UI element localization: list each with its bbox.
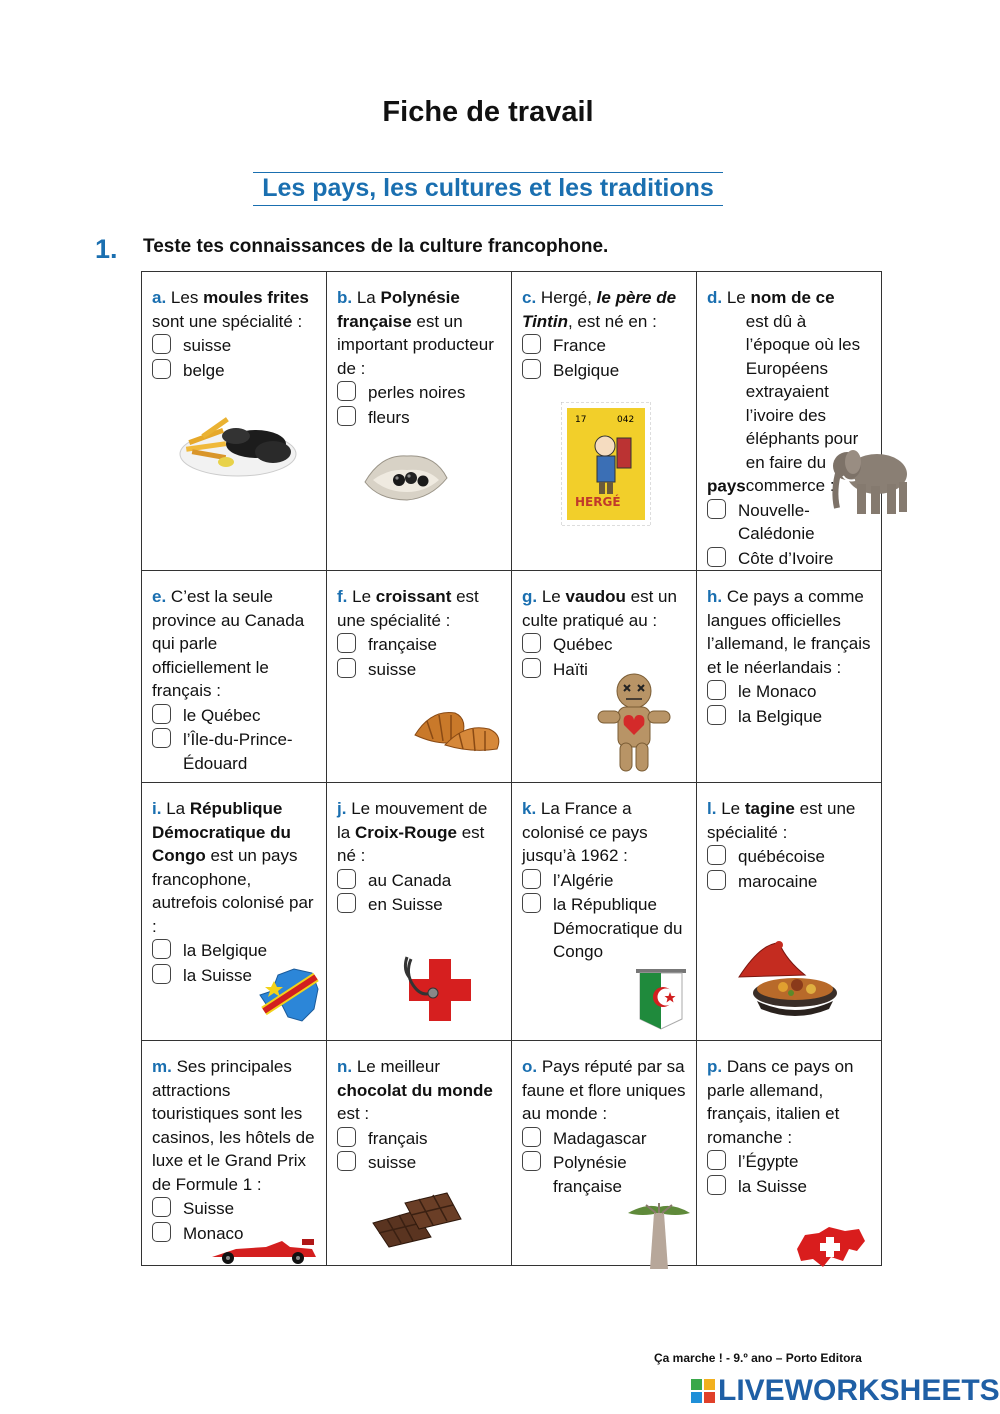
question-letter: l. (707, 799, 717, 818)
answer-option[interactable] (337, 1127, 503, 1151)
answer-checkbox[interactable] (152, 359, 171, 379)
option-label: perles noires (368, 383, 466, 402)
question-keyword: le père de Tintin (522, 288, 677, 331)
option-label: française (368, 635, 437, 654)
question-letter: e. (152, 587, 167, 606)
answer-option[interactable] (337, 869, 503, 893)
question-cell-b (327, 272, 512, 571)
page-title: Fiche de travail (382, 96, 594, 128)
question-keyword: Croix-Rouge (354, 822, 457, 842)
stamp-value-left: 17 (575, 415, 587, 425)
answer-option[interactable] (522, 1151, 688, 1198)
answer-checkbox[interactable] (707, 870, 726, 890)
answer-option[interactable] (707, 870, 873, 894)
option-label: la Suisse (738, 1176, 807, 1196)
tintin-stamp-image (561, 402, 651, 526)
elephant-image (825, 440, 917, 518)
question-text: Le (726, 288, 751, 307)
question-keyword: République Démocratique du Congo (152, 799, 291, 865)
question-letter: g. (522, 587, 538, 606)
option-label: la République Démocratique du Congo (553, 895, 683, 961)
liveworksheets-brand: LIVEWORKSHEETS (718, 1374, 1000, 1407)
question-text: La (166, 799, 190, 818)
question-letter: j. (337, 799, 347, 818)
stamp-value-right: 042 (617, 415, 635, 425)
answer-checkbox[interactable] (152, 704, 171, 724)
answer-option[interactable] (522, 633, 688, 657)
question-keyword: tagine (744, 799, 795, 818)
answer-option[interactable] (337, 633, 503, 657)
question-keyword: croissant (375, 587, 452, 606)
baobab-tree-image (626, 1199, 692, 1269)
question-keyword: nom de ce pays (707, 288, 835, 495)
question-text: Dans ce pays on parle allemand, français, italien et romanche : (707, 1057, 854, 1147)
exercise-instruction: Teste tes connaissances de la culture francophone. (143, 236, 609, 257)
footer-credit: Ça marche ! - 9.º ano – Porto Editora (654, 1351, 862, 1365)
answer-option[interactable] (522, 893, 688, 964)
option-label: France (553, 336, 606, 355)
option-label: Québec (553, 635, 613, 654)
answer-option[interactable] (707, 680, 873, 704)
option-label: Polynésie française (553, 1153, 627, 1196)
question-text: Hergé, (540, 288, 597, 307)
option-label: suisse (368, 659, 417, 679)
option-label: la Suisse (183, 965, 252, 985)
answer-checkbox[interactable] (707, 499, 726, 519)
drc-map-flag-image (254, 965, 322, 1025)
answer-checkbox[interactable] (707, 1175, 726, 1195)
answer-option[interactable] (337, 893, 503, 917)
answer-checkbox[interactable] (337, 381, 356, 401)
question-keyword: vaudou (565, 587, 626, 606)
question-text: C’est la seule province au Canada qui parle officiellement le français : (152, 587, 305, 700)
answer-checkbox[interactable] (522, 334, 541, 354)
question-text: Le (721, 799, 745, 818)
question-cell-o (512, 1041, 697, 1266)
tagine-image (733, 941, 843, 1021)
option-label: fleurs (368, 407, 410, 427)
option-label: au Canada (368, 870, 452, 890)
oyster-pearls-image (361, 448, 451, 508)
option-label: Nouvelle-Calédonie (738, 500, 815, 543)
answer-option[interactable] (152, 1197, 318, 1221)
liveworksheets-icon (690, 1377, 716, 1405)
answer-checkbox[interactable] (522, 869, 541, 889)
answer-checkbox[interactable] (152, 964, 171, 984)
question-cell-n (327, 1041, 512, 1266)
red-cross-image (403, 953, 475, 1023)
option-label: l’Égypte (738, 1152, 799, 1171)
option-label: marocaine (738, 871, 818, 891)
question-letter: o. (522, 1057, 538, 1076)
question-letter: d. (707, 288, 723, 307)
question-text: est une spécialité : (707, 799, 856, 842)
question-cell-j (327, 783, 512, 1041)
question-text: , est né en : (567, 311, 657, 331)
answer-checkbox[interactable] (337, 406, 356, 426)
answer-checkbox[interactable] (337, 869, 356, 889)
question-cell-g (512, 571, 697, 783)
question-cell-m (142, 1041, 327, 1266)
answer-checkbox[interactable] (337, 1127, 356, 1147)
answer-checkbox[interactable] (152, 939, 171, 959)
answer-option[interactable] (152, 728, 318, 775)
voodoo-doll-image (594, 671, 674, 775)
answer-checkbox[interactable] (522, 658, 541, 678)
question-cell-k (512, 783, 697, 1041)
switzerland-map-image (793, 1225, 867, 1269)
answer-option[interactable] (522, 1127, 688, 1151)
question-text: La (356, 288, 381, 307)
option-label: le Québec (183, 705, 261, 725)
stamp-brand: HERGÉ (575, 495, 621, 509)
answer-checkbox[interactable] (522, 1127, 541, 1147)
answer-checkbox[interactable] (152, 728, 171, 748)
answer-option[interactable] (522, 334, 688, 358)
question-text: est dû à l’époque où les Européens extrayaient l’ivoire des éléphants pour en faire du commerce : (745, 311, 861, 495)
option-label: Madagascar (553, 1128, 647, 1148)
option-label: suisse (368, 1153, 417, 1172)
option-label: le Monaco (738, 682, 817, 701)
question-text: est un pays francophone, autrefois colonisé par : (152, 846, 314, 936)
answer-checkbox[interactable] (707, 547, 726, 567)
option-label: suisse (183, 336, 232, 355)
answer-option[interactable] (152, 359, 318, 383)
question-letter: h. (707, 587, 723, 606)
question-cell-l (697, 783, 882, 1041)
answer-option[interactable] (152, 704, 318, 728)
answer-checkbox[interactable] (522, 633, 541, 653)
answer-checkbox[interactable] (337, 893, 356, 913)
answer-checkbox[interactable] (152, 334, 171, 354)
option-label: Haïti (553, 659, 588, 679)
question-cell-f (327, 571, 512, 783)
question-text: sont une spécialité : (152, 311, 303, 331)
option-label: la Belgique (183, 941, 268, 960)
algeria-flag-image (634, 967, 688, 1031)
answer-checkbox[interactable] (337, 658, 356, 678)
answer-checkbox[interactable] (522, 1151, 541, 1171)
answer-option[interactable] (522, 869, 688, 893)
option-label: français (368, 1128, 428, 1148)
question-cell-i (142, 783, 327, 1041)
option-label: belge (183, 360, 225, 380)
question-text: Le (352, 587, 376, 606)
answer-option[interactable] (337, 381, 503, 405)
question-cell-h (697, 571, 882, 783)
answer-option[interactable] (707, 1175, 873, 1199)
question-cell-e (142, 571, 327, 783)
question-text: Ses principales attractions touristiques sont les casinos, les hôtels de luxe et le Grand Prix de Formule 1 : (152, 1057, 315, 1194)
answer-option[interactable] (337, 1151, 503, 1175)
question-letter: p. (707, 1057, 723, 1076)
question-text: est né : (337, 822, 485, 865)
quiz-grid (141, 271, 882, 1266)
question-cell-p (697, 1041, 882, 1266)
question-cell-d (697, 272, 882, 571)
answer-option[interactable] (707, 705, 873, 729)
answer-checkbox[interactable] (152, 1197, 171, 1217)
question-keyword: chocolat du monde (337, 1080, 493, 1100)
question-text: Ce pays a comme langues officielles l’allemand, le français et le néerlandais : (707, 587, 871, 677)
question-cell-a (142, 272, 327, 571)
option-label: en Suisse (368, 895, 443, 914)
question-keyword: Polynésie française (337, 288, 460, 331)
question-text: Le (541, 587, 566, 606)
mussels-fries-image (178, 412, 298, 480)
answer-option[interactable] (707, 845, 873, 869)
question-letter: n. (337, 1057, 353, 1076)
question-text: est un culte pratiqué au : (522, 587, 677, 630)
answer-option[interactable] (337, 658, 503, 682)
question-text: Pays réputé par sa faune et flore uniques au monde : (522, 1057, 686, 1123)
answer-checkbox[interactable] (522, 359, 541, 379)
question-cell-c (512, 272, 697, 571)
question-letter: f. (337, 587, 348, 606)
question-text: Les (170, 288, 204, 307)
question-letter: k. (522, 799, 537, 818)
answer-checkbox[interactable] (707, 1150, 726, 1170)
answer-checkbox[interactable] (707, 680, 726, 700)
option-label: l’Île-du-Prince-Édouard (183, 730, 293, 773)
question-letter: a. (152, 288, 167, 307)
question-text: Le mouvement de la (337, 799, 488, 842)
croissant-image (411, 701, 503, 753)
question-text: est : (337, 1104, 370, 1123)
answer-option[interactable] (152, 334, 318, 358)
chocolate-image (369, 1189, 465, 1249)
option-label: Monaco (183, 1223, 244, 1243)
option-label: la Belgique (738, 706, 823, 726)
answer-checkbox[interactable] (707, 845, 726, 865)
option-label: Côte d’Ivoire (738, 548, 834, 568)
option-label: Suisse (183, 1199, 235, 1218)
question-text: Le meilleur (356, 1057, 440, 1076)
exercise-number: 1. (95, 234, 118, 264)
answer-checkbox[interactable] (707, 705, 726, 725)
answer-checkbox[interactable] (337, 633, 356, 653)
answer-checkbox[interactable] (152, 1222, 171, 1242)
section-subtitle: Les pays, les cultures et les traditions (253, 172, 723, 206)
formula1-car-image (206, 1237, 320, 1265)
answer-option[interactable] (707, 1150, 873, 1174)
option-label: québécoise (738, 847, 825, 866)
answer-option[interactable] (152, 939, 318, 963)
option-label: Belgique (553, 360, 620, 380)
question-text: est une spécialité : (337, 587, 479, 630)
option-label: l’Algérie (553, 870, 614, 890)
question-letter: c. (522, 288, 537, 307)
question-keyword: moules frites (203, 288, 309, 307)
question-text: La France a colonisé ce pays jusqu’à 1962 : (522, 799, 648, 865)
question-letter: i. (152, 799, 162, 818)
answer-option[interactable] (522, 359, 688, 383)
answer-option[interactable] (337, 406, 503, 430)
question-letter: b. (337, 288, 353, 307)
question-letter: m. (152, 1057, 172, 1076)
question-text: est un important producteur de : (337, 311, 494, 378)
liveworksheets-logo[interactable] (690, 1374, 1000, 1408)
answer-option[interactable] (707, 547, 873, 571)
answer-checkbox[interactable] (522, 893, 541, 913)
answer-checkbox[interactable] (337, 1151, 356, 1171)
